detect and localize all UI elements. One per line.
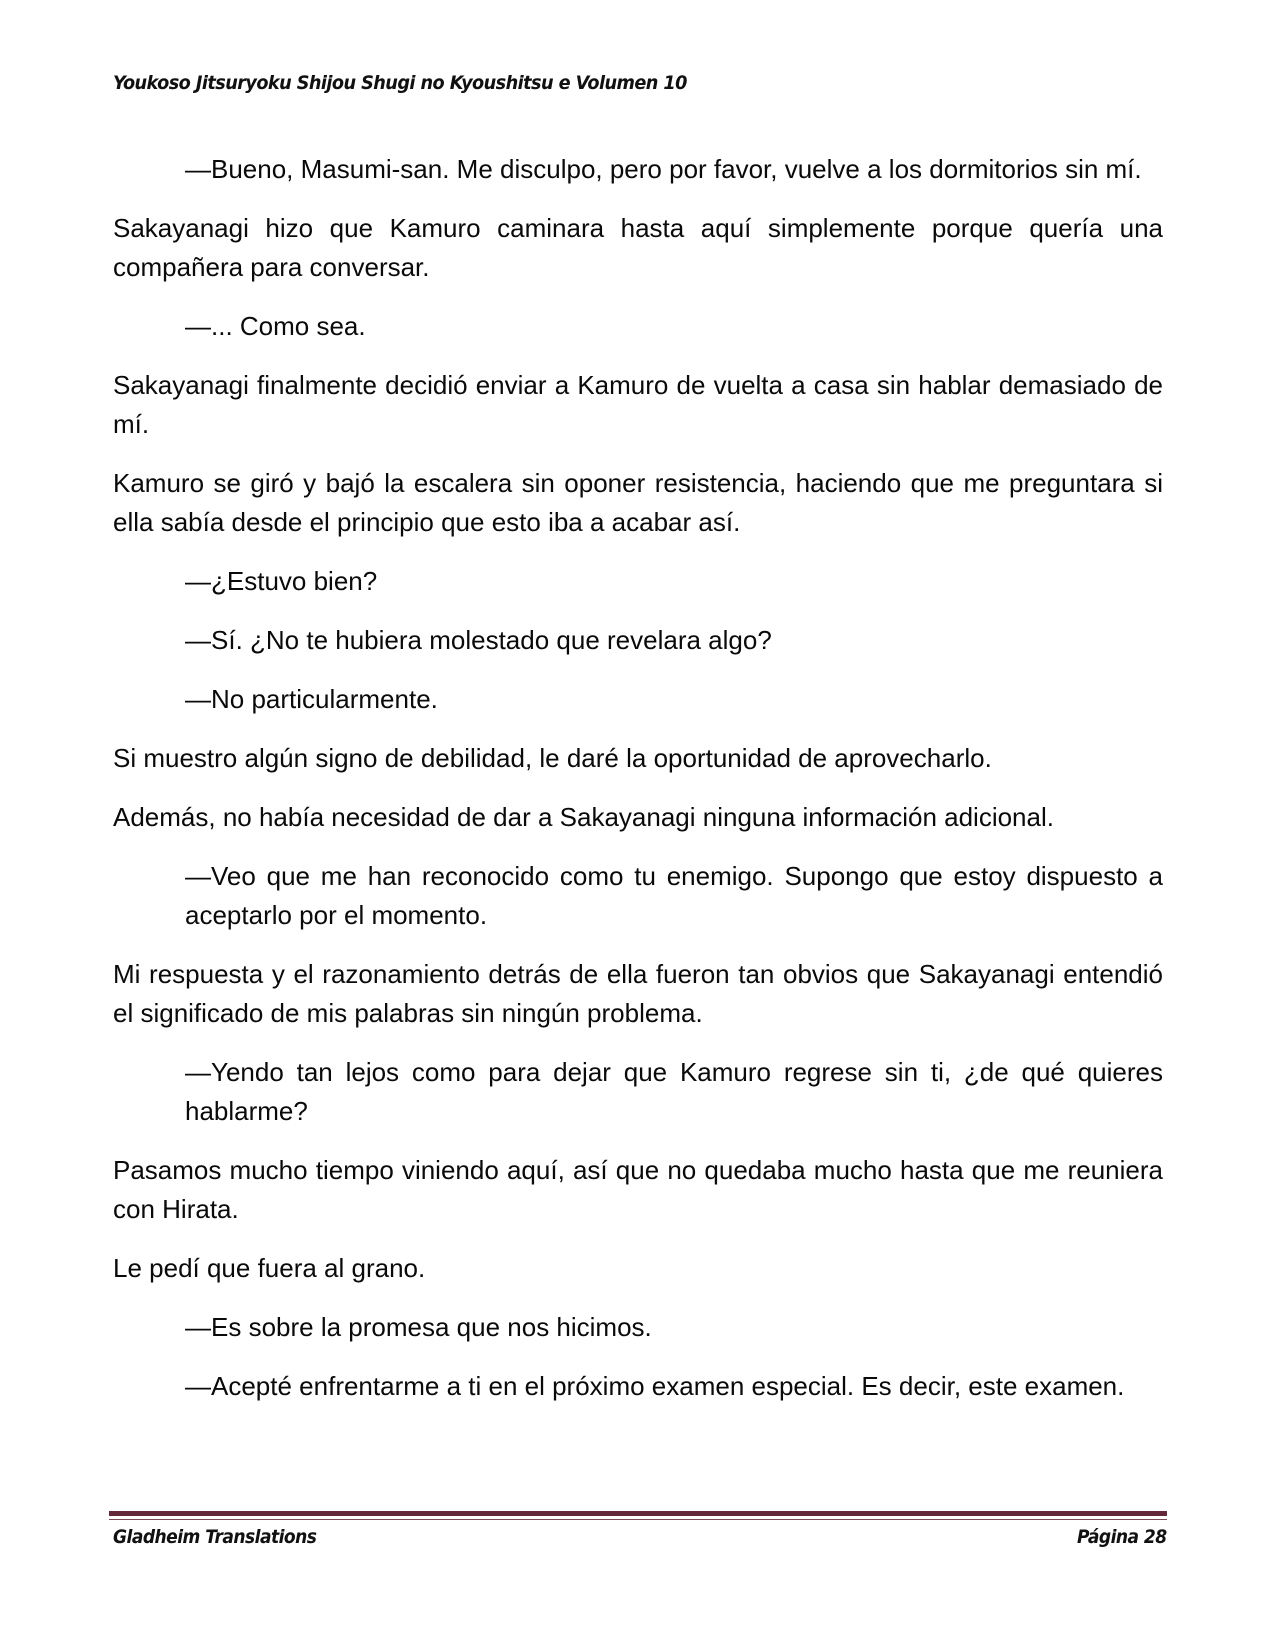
- paragraph-narration: Kamuro se giró y bajó la escalera sin oponer resistencia, haciendo que me preguntara si ella sabía desde el principio que esto iba a acabar así.: [113, 468, 1163, 537]
- paragraph-narration: Sakayanagi hizo que Kamuro caminara hasta aquí simplemente porque quería una compañera para conversar.: [113, 213, 1163, 282]
- paragraph-narration: Además, no había necesidad de dar a Sakayanagi ninguna información adicional.: [113, 802, 1054, 832]
- paragraph-dialogue: —Es sobre la promesa que nos hicimos.: [185, 1312, 652, 1342]
- paragraph-narration: Pasamos mucho tiempo viniendo aquí, así que no quedaba mucho hasta que me reuniera con Hirata.: [113, 1155, 1163, 1224]
- footer-rule-thin: [109, 1519, 1167, 1520]
- paragraph-dialogue: —Acepté enfrentarme a ti en el próximo examen especial. Es decir, este examen.: [185, 1371, 1125, 1401]
- page-header-title: Youkoso Jitsuryoku Shijou Shugi no Kyoushitsu e Volumen 10: [113, 72, 687, 94]
- paragraph-dialogue: —No particularmente.: [185, 684, 438, 714]
- paragraph-dialogue: —Bueno, Masumi-san. Me disculpo, pero por favor, vuelve a los dormitorios sin mí.: [185, 154, 1142, 184]
- paragraph-dialogue: —Yendo tan lejos como para dejar que Kamuro regrese sin ti, ¿de qué quieres hablarme?: [185, 1057, 1163, 1126]
- paragraph-narration: Le pedí que fuera al grano.: [113, 1253, 426, 1283]
- body-text: [113, 150, 1163, 1426]
- paragraph-narration: Mi respuesta y el razonamiento detrás de ella fueron tan obvios que Sakayanagi entendió el significado de mis palabras sin ningún problema.: [113, 959, 1163, 1028]
- paragraph-dialogue: —... Como sea.: [185, 311, 366, 341]
- paragraph-dialogue: —Veo que me han reconocido como tu enemigo. Supongo que estoy dispuesto a aceptarlo por el momento.: [185, 861, 1163, 930]
- footer-page-number: Página 28: [1077, 1526, 1167, 1548]
- paragraph-dialogue: —Sí. ¿No te hubiera molestado que revelara algo?: [185, 625, 772, 655]
- paragraph-narration: Sakayanagi finalmente decidió enviar a Kamuro de vuelta a casa sin hablar demasiado de mí.: [113, 370, 1163, 439]
- paragraph-narration: Si muestro algún signo de debilidad, le daré la oportunidad de aprovecharlo.: [113, 743, 992, 773]
- footer-rule: [109, 1511, 1167, 1516]
- paragraph-dialogue: —¿Estuvo bien?: [185, 566, 378, 596]
- footer-translator-credit: Gladheim Translations: [113, 1526, 317, 1548]
